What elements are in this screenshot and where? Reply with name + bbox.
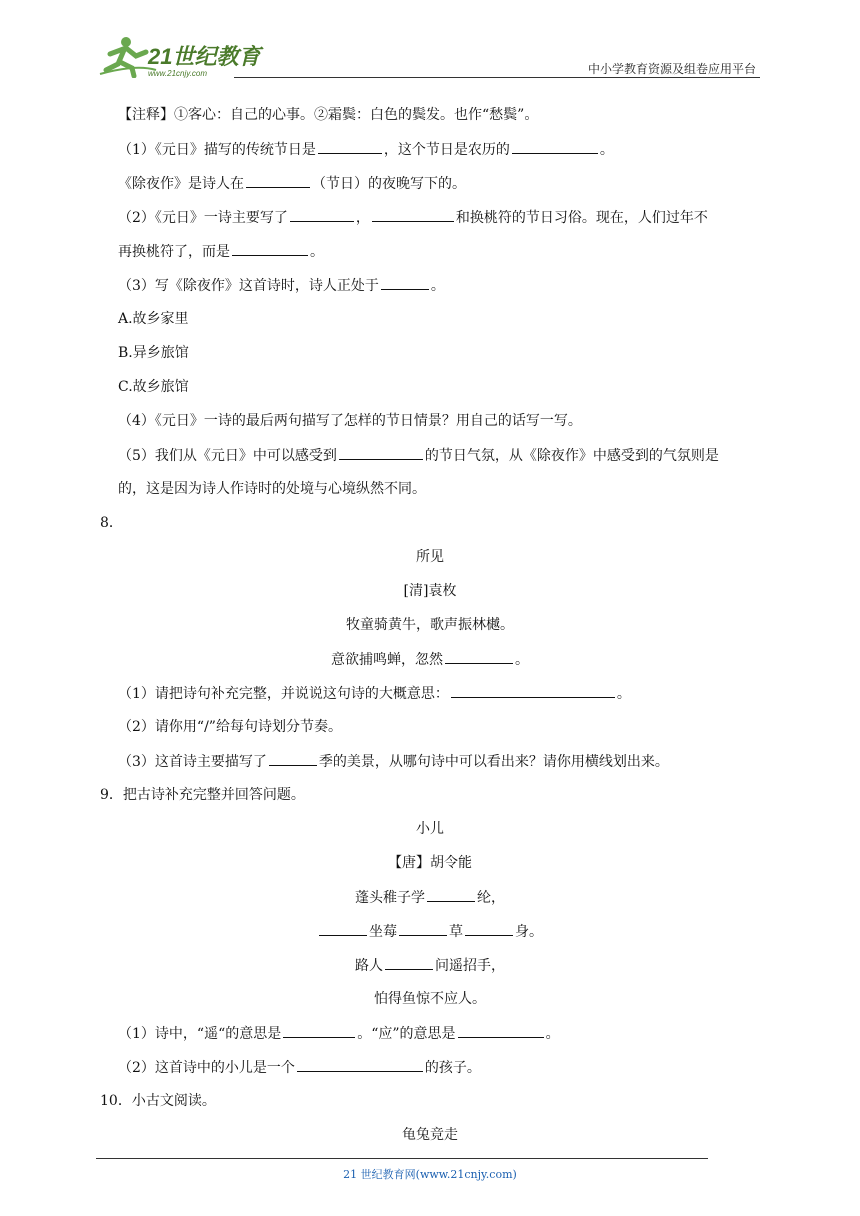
answer-blank[interactable] [451, 683, 615, 698]
answer-blank[interactable] [399, 921, 447, 936]
platform-name: 中小学教育资源及组卷应用平台 [587, 62, 756, 76]
answer-blank[interactable] [246, 173, 310, 188]
q7-2-text: 和换桃符的节日习俗。现在，人们过年不 [455, 210, 708, 226]
q9-1 [118, 1023, 560, 1044]
q7-4: （4）《元日》一诗的最后两句描写了怎样的节日情景？用自己的话写一写。 [118, 413, 582, 429]
poem-line [0, 887, 860, 908]
poem-title: 所见 [416, 549, 444, 565]
poem-line-text: 。 [515, 652, 529, 668]
poem-title: 小儿 [416, 821, 444, 837]
question-9: 9．把古诗补充完整并回答问题。 [100, 787, 305, 803]
svg-text:21世纪教育: 21世纪教育 [148, 44, 261, 69]
answer-blank[interactable] [372, 207, 454, 222]
q9-1-text: 。“应”的意思是 [357, 1026, 456, 1042]
answer-blank[interactable] [458, 1023, 544, 1038]
q7-3-text: （3）写《除夜作》这首诗时，诗人正处于 [118, 278, 379, 294]
q7-2 [118, 207, 708, 228]
q8-3-text: 季的美景，从哪句诗中可以看出来？请你用横线划出来。 [318, 754, 669, 770]
answer-blank[interactable] [318, 139, 382, 154]
header-divider [234, 77, 760, 78]
answer-blank[interactable] [465, 921, 513, 936]
footer-link[interactable]: 21 世纪教育网(www.21cnjy.com) [343, 1168, 517, 1181]
poem-line-text: 意欲捕鸣蝉，忽然 [331, 652, 443, 668]
page-header [96, 30, 760, 78]
answer-blank[interactable] [283, 1023, 355, 1038]
passage-title: 龟兔竞走 [402, 1127, 458, 1143]
q7-2-text: 再换桃符了，而是 [118, 244, 230, 260]
q8-1-text: （1）请把诗句补充完整，并说说这句诗的大概意思： [118, 686, 449, 702]
q7-5-text: （5）我们从《元日》中可以感受到 [118, 448, 337, 464]
option-a[interactable]: A.故乡家里 [118, 311, 189, 327]
q7-1-cont [118, 173, 466, 194]
poem-line: 牧童骑黄牛，歌声振林樾。 [346, 617, 514, 633]
q8-3-text: （3）这首诗主要描写了 [118, 754, 267, 770]
poem-line-text: 路人 [355, 958, 383, 974]
poem-line [0, 921, 860, 942]
option-c[interactable]: C.故乡旅馆 [118, 379, 189, 395]
q7-1-text: （1）《元日》描写的传统节日是 [118, 142, 316, 158]
poem-line-text: 蓬头稚子学 [355, 890, 425, 906]
answer-blank[interactable] [385, 955, 433, 970]
annotation-note: 【注释】①客心：自己的心事。②霜鬓：白色的鬓发。也作“愁鬓”。 [118, 107, 539, 123]
q7-1-text: （节日）的夜晚写下的。 [312, 176, 466, 192]
q7-2-text: 。 [310, 244, 324, 260]
question-10: 10．小古文阅读。 [100, 1093, 216, 1109]
poem-line-text: 纶， [477, 890, 505, 906]
answer-blank[interactable] [381, 275, 429, 290]
poem-line-text: 身。 [515, 924, 543, 940]
answer-blank[interactable] [319, 921, 367, 936]
q7-1-text: 。 [599, 142, 614, 158]
answer-blank[interactable] [512, 139, 598, 154]
q9-2-text: 的孩子。 [424, 1060, 481, 1076]
q7-1-text: ，这个节日是农历的 [383, 142, 510, 158]
q9-2-text: （2）这首诗中的小儿是一个 [118, 1060, 295, 1076]
poem-line-text: 坐莓 [369, 924, 397, 940]
poem-line-text: 问遥招手， [435, 958, 505, 974]
answer-blank[interactable] [232, 241, 308, 256]
q7-5-cont: 的，这是因为诗人作诗时的处境与心境纵然不同。 [118, 481, 426, 497]
q7-1-text: 《除夜作》是诗人在 [118, 176, 244, 192]
answer-blank[interactable] [445, 649, 513, 664]
q7-2-text: （2）《元日》一诗主要写了 [118, 210, 288, 226]
q7-2-cont [118, 241, 324, 262]
q8-1-text: 。 [616, 686, 631, 702]
poem-line-text: 草 [449, 924, 463, 940]
q8-2: （2）请你用“/”给每句诗划分节奏。 [118, 719, 342, 735]
q9-1-text: （1）诗中，“遥“的意思是 [118, 1026, 282, 1042]
footer-divider [96, 1158, 708, 1159]
runner-logo-icon [96, 34, 266, 78]
question-number-8: 8． [100, 515, 123, 531]
answer-blank[interactable] [297, 1057, 423, 1072]
q9-2 [118, 1057, 481, 1078]
q7-2-text: ， [355, 210, 370, 226]
poem-author: [清]袁枚 [403, 583, 457, 599]
option-b[interactable]: B.异乡旅馆 [118, 345, 189, 361]
answer-blank[interactable] [269, 751, 317, 766]
q7-3-text: 。 [430, 278, 445, 294]
q7-5-text: 的节日气氛，从《除夜作》中感受到的气氛则是 [424, 448, 719, 464]
poem-line [0, 955, 860, 976]
svg-text:www.21cnjy.com: www.21cnjy.com [148, 69, 207, 78]
poem-author: 【唐】胡令能 [388, 855, 472, 871]
q8-3 [118, 751, 669, 772]
site-logo [96, 34, 266, 78]
q7-5 [118, 445, 719, 466]
answer-blank[interactable] [339, 445, 423, 460]
answer-blank[interactable] [427, 887, 475, 902]
poem-line [0, 649, 860, 670]
q8-1 [118, 683, 631, 704]
poem-line: 怕得鱼惊不应人。 [374, 991, 486, 1007]
q9-1-text: 。 [545, 1026, 560, 1042]
answer-blank[interactable] [290, 207, 354, 222]
q7-3 [118, 275, 445, 296]
q7-1 [118, 139, 614, 160]
